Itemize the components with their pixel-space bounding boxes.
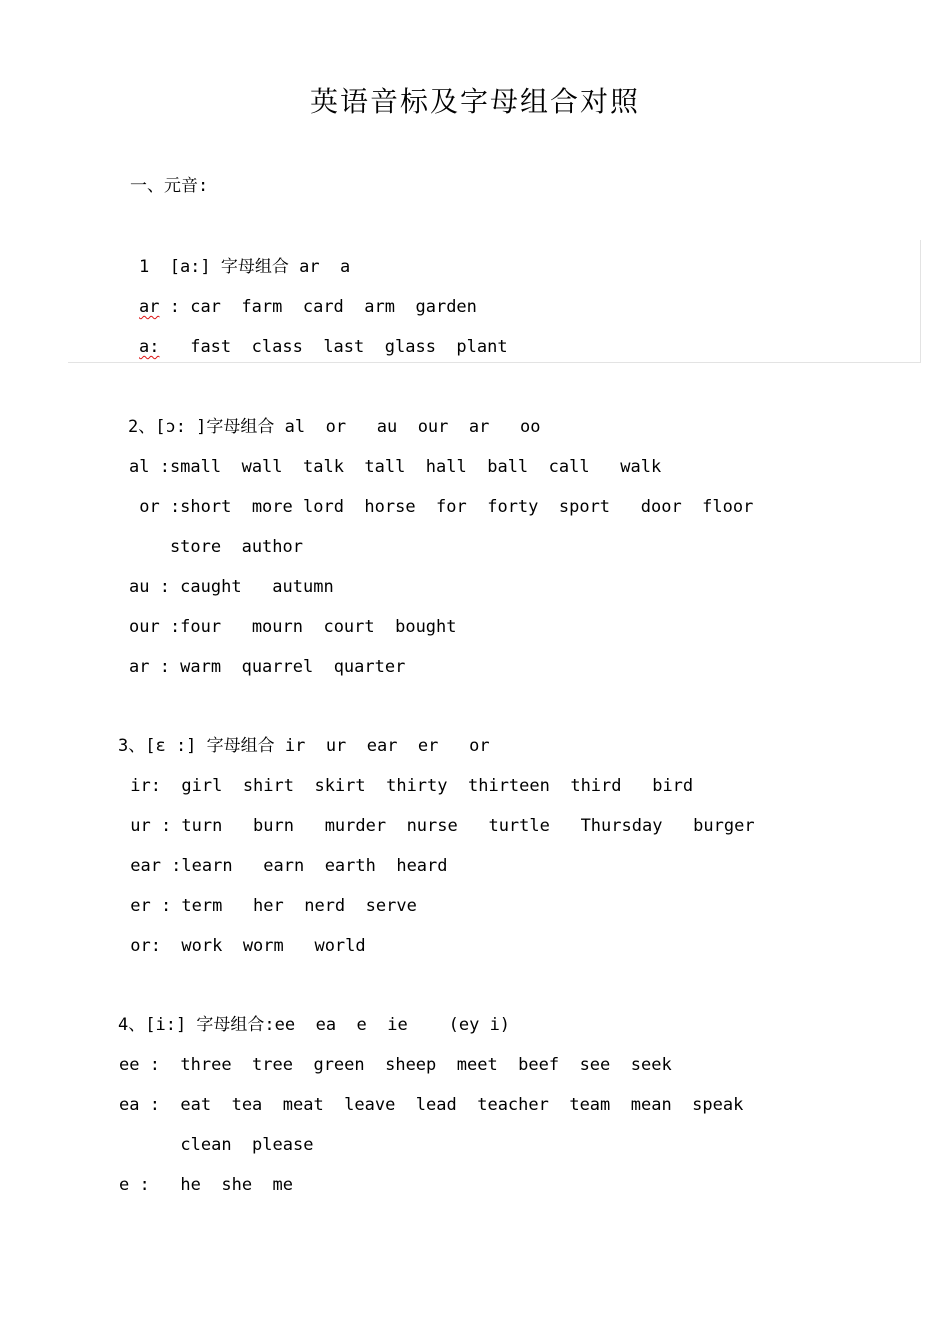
group4-header: 4、[i:] 字母组合:ee ea e ie (ey i) — [118, 1015, 511, 1035]
box-border-bottom — [68, 362, 921, 363]
group3-line: ir: girl shirt skirt thirty thirteen third bird — [120, 776, 694, 796]
box-border-right — [920, 240, 921, 362]
ar-separator: : — [159, 297, 191, 317]
group1-ar-line — [139, 296, 477, 318]
group3-line: ur : turn burn murder nurse turtle Thursday burger — [120, 816, 755, 836]
a-label: a: — [139, 337, 160, 357]
word: garden — [415, 297, 477, 317]
group2-line: or :short more lord horse for forty sport door floor — [129, 497, 754, 517]
group3-header: 3、[ɛ :] 字母组合 ir ur ear er or — [118, 736, 490, 756]
word: card — [302, 297, 344, 317]
group2-line: au : caught autumn — [129, 577, 334, 597]
word: car — [190, 297, 221, 317]
group1-a-line — [139, 336, 508, 358]
ar-word-list — [190, 297, 477, 317]
word: fast — [190, 337, 232, 357]
word: glass — [384, 337, 436, 357]
group2-header: 2、[ɔ: ]字母组合 al or au our ar oo — [128, 417, 541, 437]
page-title: 英语音标及字母组合对照 — [309, 85, 640, 118]
group1-header: 1 [a:] 字母组合 ar a — [139, 257, 351, 277]
group4-line: clean please — [119, 1135, 314, 1155]
group3-line: ear :learn earn earth heard — [120, 856, 448, 876]
a-word-list — [190, 337, 507, 357]
group3-line: or: work worm world — [120, 936, 366, 956]
group4-line: e : he she me — [119, 1175, 293, 1195]
group2-line: al :small wall talk tall hall ball call walk — [129, 457, 662, 477]
word: last — [323, 337, 365, 357]
group2-line: ar : warm quarrel quarter — [129, 657, 406, 677]
group2-line: store author — [129, 537, 303, 557]
word: class — [251, 337, 303, 357]
word: farm — [241, 297, 283, 317]
word: plant — [456, 337, 508, 357]
ar-label: ar — [139, 297, 160, 317]
section-heading-vowels: 一、元音: — [130, 176, 209, 196]
group2-line: our :four mourn court bought — [129, 617, 457, 637]
group4-line: ea : eat tea meat leave lead teacher team mean speak — [119, 1095, 744, 1115]
group3-line: er : term her nerd serve — [120, 896, 417, 916]
group4-line: ee : three tree green sheep meet beef see seek — [119, 1055, 672, 1075]
word: arm — [364, 297, 395, 317]
